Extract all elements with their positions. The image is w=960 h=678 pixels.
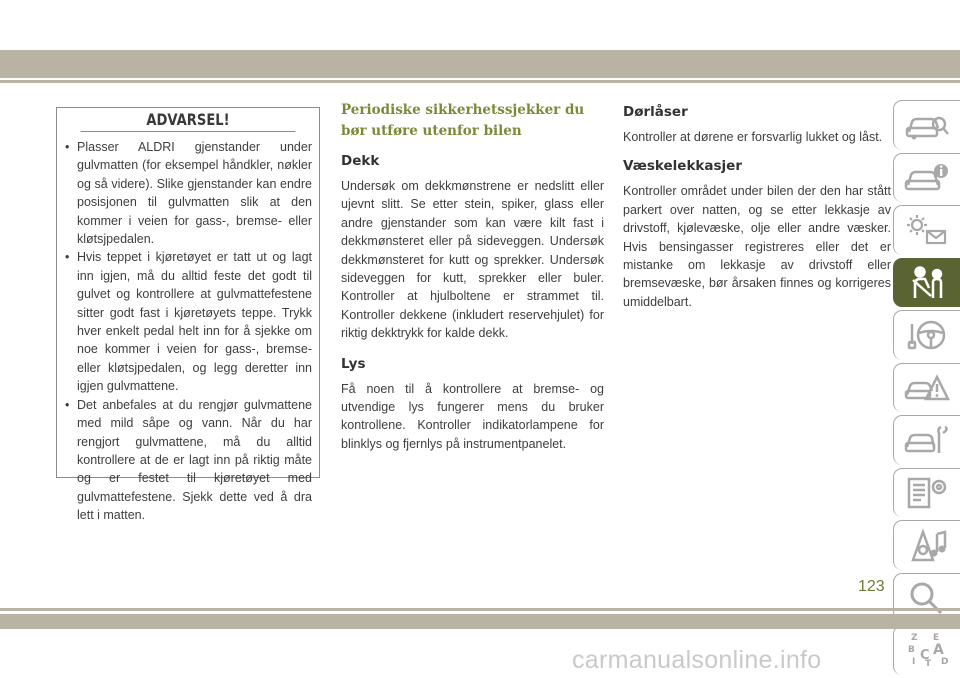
warning-item: • Hvis teppet i kjøretøyet er tatt ut og lagt inn igjen, må du alltid feste det godt til gulvet og kontrollere at gulvmattefestene sitter godt fast i kjøretøyets teppe. Trykk hver enkelt pedal helt inn for å sjekke om noe kommer i veien for gass-, bremse- eller kløtsjpedalen, og legg deretter inn igjen gulvmattene. xyxy=(65,248,312,395)
vaeskelekkasjer-heading: Væskelekkasjer xyxy=(623,158,742,175)
dorlaser-heading: Dørlåser xyxy=(623,104,688,120)
emergency-icon[interactable] xyxy=(893,363,960,413)
dashboard-lights-icon[interactable] xyxy=(893,205,960,255)
top-decorative-bar xyxy=(0,50,960,78)
car-info-icon[interactable] xyxy=(893,153,960,203)
index-icon[interactable] xyxy=(893,625,960,675)
top-divider xyxy=(0,80,960,83)
dekk-heading: Dekk xyxy=(341,153,380,169)
warning-list xyxy=(57,132,319,525)
section-title: Periodiske sikkerhetssjekker du bør utføre utenfor bilen xyxy=(341,102,585,139)
starting-driving-icon[interactable] xyxy=(893,310,960,360)
page-number: 123 xyxy=(858,578,885,595)
car-search-icon[interactable] xyxy=(893,100,960,150)
dekk-text: Undersøk om dekkmønstrene er nedslitt eller ujevnt slitt. Se etter stein, spiker, glass eller andre gjenstander som kan være kilt fast i dekkmønsteret eller på sideveggen. Undersøk dekkmønsteret for kutt og sprekker. Undersøk sideveggen for kutt, sprekker eller buler. Kontroller at hjulboltene er strammet til. Kontroller dekkene (inkludert reservehjulet) for riktig dekktrykk for kalde dekk. xyxy=(341,179,604,341)
index-letter: T xyxy=(925,659,932,670)
car-service-icon[interactable] xyxy=(893,415,960,465)
index-letter: A xyxy=(933,642,944,659)
warning-box xyxy=(56,107,320,523)
bottom-divider xyxy=(0,608,960,611)
index-letter: D xyxy=(941,657,949,668)
index-letter: C xyxy=(920,648,930,664)
warning-item: • Det anbefales at du rengjør gulvmattene med mild såpe og vann. Når du har rengjort gulvmattene, må du alltid kontrollere at de er lagt inn på riktig måte og er festet til kjøretøyet med gulvmattefestene. Sjekk dette ved å dra lett i matten. xyxy=(65,396,312,525)
safety-seatbelt-icon[interactable] xyxy=(893,258,960,308)
bottom-decorative-bar xyxy=(0,614,960,629)
specifications-icon[interactable] xyxy=(893,468,960,518)
vaeskelekkasjer-text: Kontroller området under bilen der den har stått parkert over natten, og se etter lekkasje av drivstoff, kjølevæske, olje eller andre væsker. Hvis bensingasser registreres eller det er mistanke om lekkasje av drivstoff eller bremsevæske, bør årsaken finnes og korrigeres umiddelbart. xyxy=(623,184,891,309)
index-letter: Z xyxy=(911,633,918,644)
watermark: carmanualsonline.info xyxy=(572,646,822,674)
lys-heading: Lys xyxy=(341,355,366,372)
lys-text: Få noen til å kontrollere at bremse- og utvendige lys fungerer mens du bruker kontrollene. Kontroller indikatorlampene for blinklys og fjernlys på instrumentpanelet. xyxy=(341,381,604,451)
right-column xyxy=(623,100,891,311)
warning-title: ADVARSEL! xyxy=(81,108,296,132)
warning-item: • Plasser ALDRI gjenstander under gulvmatten (for eksempel håndkler, nøkler og så videre). Slike gjenstander kan endre posisjonen til gulvmatten slik at den kommer i veien for gass-, bremse- eller kløtsjpedalen. xyxy=(65,138,312,248)
multimedia-icon[interactable] xyxy=(893,520,960,570)
index-letter: B xyxy=(908,645,915,656)
middle-column xyxy=(341,100,604,453)
index-letter: E xyxy=(933,633,940,644)
dorlaser-text: Kontroller at dørene er forsvarlig lukket og låst. xyxy=(623,130,883,144)
index-letter: I xyxy=(912,657,916,668)
chapter-sidebar xyxy=(893,100,960,678)
